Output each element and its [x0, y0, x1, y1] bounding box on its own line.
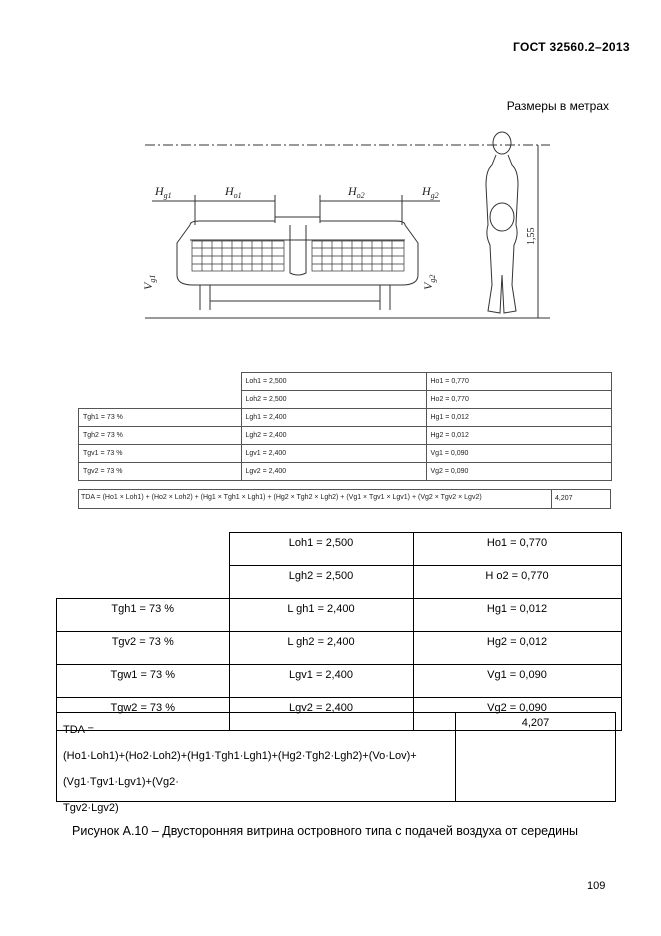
label-ho1: $H_{o1}$ [225, 184, 242, 200]
tda-formula-line-2: Tgv2·Lgv2) [63, 802, 119, 814]
table-cell: Tgh1 = 73 % [57, 599, 230, 632]
units-note: Размеры в метрах [506, 99, 609, 113]
table-row [79, 373, 612, 391]
tda-formula-line-1: (Ho1·Loh1)+(Ho2·Loh2)+(Hg1·Tgh1·Lgh1)+(Hg2·Tgh2·Lgh2)+(Vo·Lov)+(Vg1·Tgv1·Lgv1)+(Vg2· [63, 750, 417, 788]
label-height: 1,55 [526, 227, 537, 245]
table-row [57, 599, 622, 632]
table-cell: Tgh1 = 73 % [79, 409, 242, 427]
table-cell: Tgv2 = 73 % [79, 463, 242, 481]
table-cell: Lgh2 = 2,500 [229, 566, 413, 599]
table-cell: L gh2 = 2,400 [229, 632, 413, 665]
table-cell: Tgw1 = 73 % [57, 665, 230, 698]
small-parameters-table [78, 372, 612, 481]
table-cell: Lgv2 = 2,400 [241, 463, 426, 481]
tda-row [56, 712, 616, 814]
table-row [57, 533, 622, 566]
table-row [79, 409, 612, 427]
tda-formula [63, 717, 453, 821]
table-cell: Lgv1 = 2,400 [241, 445, 426, 463]
table-row [79, 427, 612, 445]
figure-caption: Рисунок А.10 – Двусторонняя витрина островного типа с подачей воздуха от середины [72, 824, 578, 838]
table-cell: Loh1 = 2,500 [229, 533, 413, 566]
label-vg1: $V_{g1}$ [141, 274, 157, 290]
showcase-drawing [130, 125, 550, 325]
table-cell: Lgh1 = 2,400 [241, 409, 426, 427]
table-row [79, 445, 612, 463]
table-cell: Vg1 = 0,090 [426, 445, 611, 463]
label-hg1: $H_{g1}$ [155, 184, 172, 200]
label-ho2: $H_{o2}$ [348, 184, 365, 200]
table-cell: Loh1 = 2,500 [241, 373, 426, 391]
table-cell: Tgw2 = 73 % [57, 698, 230, 731]
small-tda-row [78, 489, 611, 509]
small-tda-value: 4,207 [551, 490, 573, 508]
table-row [57, 665, 622, 698]
table-cell: Lgh2 = 2,400 [241, 427, 426, 445]
table-cell: Ho2 = 0,770 [426, 391, 611, 409]
table-cell: Tgh2 = 73 % [79, 427, 242, 445]
table-cell: H o2 = 0,770 [413, 566, 621, 599]
table-cell: Ho1 = 0,770 [426, 373, 611, 391]
table-cell: Tgv1 = 73 % [79, 445, 242, 463]
table-cell: Hg2 = 0,012 [413, 632, 621, 665]
table-row [57, 566, 622, 599]
table-cell: Hg1 = 0,012 [413, 599, 621, 632]
table-cell: Hg2 = 0,012 [426, 427, 611, 445]
page-number: 109 [587, 880, 606, 892]
label-hg2: $H_{g2}$ [422, 184, 439, 200]
table-cell: Vg2 = 0,090 [413, 698, 621, 731]
table-cell: Ho1 = 0,770 [413, 533, 621, 566]
person-silhouette [486, 132, 518, 313]
tda-label: TDA = [63, 724, 94, 736]
table-cell: Lgv1 = 2,400 [229, 665, 413, 698]
table-row [79, 391, 612, 409]
table-cell: Hg1 = 0,012 [426, 409, 611, 427]
table-cell: Tgv2 = 73 % [57, 632, 230, 665]
table-cell: Loh2 = 2,500 [241, 391, 426, 409]
table-cell: Lgv2 = 2,400 [229, 698, 413, 731]
table-row [79, 463, 612, 481]
table-cell: Vg1 = 0,090 [413, 665, 621, 698]
standard-code: ГОСТ 32560.2–2013 [513, 40, 630, 54]
table-cell: Vg2 = 0,090 [426, 463, 611, 481]
parameters-table [56, 532, 622, 731]
tda-value: 4,207 [455, 713, 615, 801]
table-row [57, 632, 622, 665]
small-tda-formula: TDA = (Ho1 × Loh1) + (Ho2 × Loh2) + (Hg1 × Tgh1 × Lgh1) + (Hg2 × Tgh2 × Lgh2) + (Vg1 × Tgv1 × Lgv1) + (Vg2 × Tgv2 × Lgv2) [81, 494, 482, 501]
label-vg2: $V_{g2}$ [421, 274, 437, 290]
table-cell: L gh1 = 2,400 [229, 599, 413, 632]
